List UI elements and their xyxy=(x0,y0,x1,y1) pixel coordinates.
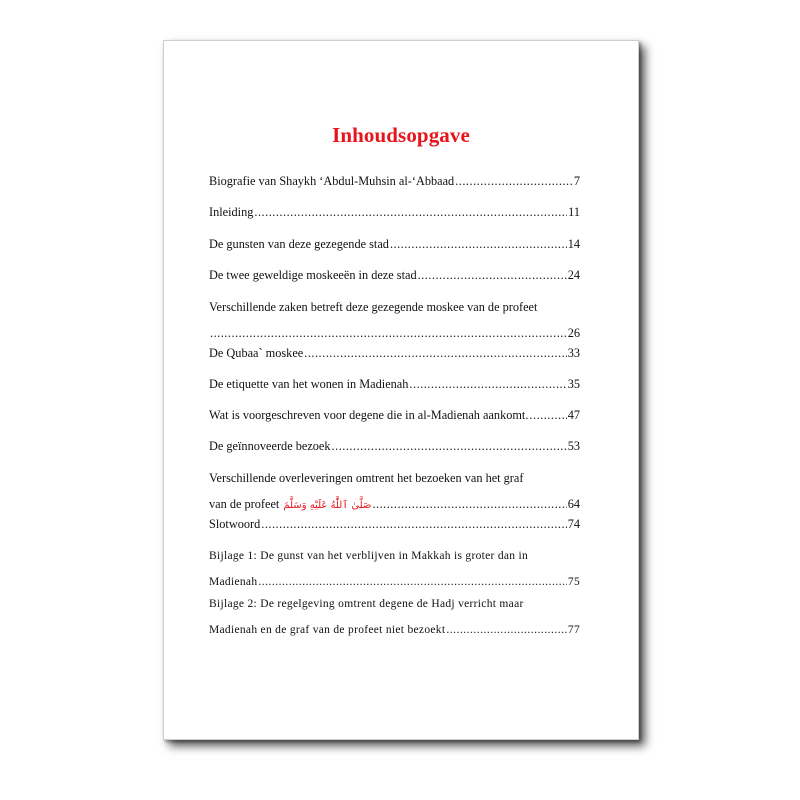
toc-line xyxy=(209,543,580,569)
toc-entry-title: Biografie van Shaykh ‘Abdul-Muhsin al-‘Abbaad xyxy=(209,174,455,188)
toc-entry[interactable] xyxy=(209,402,580,428)
toc-line xyxy=(209,231,580,257)
toc-entry[interactable] xyxy=(209,340,580,366)
toc-entry-title: Madienah en de graf van de profeet niet bezoekt xyxy=(209,624,446,636)
dot-leader xyxy=(418,262,567,288)
toc-entry-title: Wat is voorgeschreven voor degene die in al-Madienah aankomt. xyxy=(209,408,529,422)
toc-page-number: 64 xyxy=(567,497,580,511)
toc-entry-title: Inleiding xyxy=(209,205,254,219)
dot-leader xyxy=(304,340,566,366)
toc-page-number: 47 xyxy=(567,408,580,422)
salawat-arabic-text: صَلَّىٰ ٱللَّٰهُ عَلَيْهِ وَسَلَّمَ xyxy=(283,500,372,511)
toc-line xyxy=(209,340,580,366)
toc-page-number: 33 xyxy=(567,346,580,360)
toc-entry-title: De gunsten van deze gezegende stad xyxy=(209,237,389,251)
toc-line xyxy=(209,591,580,617)
dot-leader xyxy=(455,168,573,194)
toc-entry-title: De geïnnoveerde bezoek xyxy=(209,439,331,453)
toc-line xyxy=(209,371,580,397)
toc-entry-title: De etiquette van het wonen in Madienah xyxy=(209,377,409,391)
toc-entry[interactable] xyxy=(209,371,580,397)
toc-title: Inhoudsopgave xyxy=(332,123,470,147)
toc-entry[interactable] xyxy=(209,543,580,595)
toc-entry[interactable] xyxy=(209,168,580,194)
toc-line xyxy=(209,199,580,225)
dot-leader xyxy=(409,371,566,397)
toc-entry[interactable] xyxy=(209,465,580,517)
toc-line xyxy=(209,511,580,537)
toc-entry-title: Verschillende zaken betreft deze gezegende moskee van de profeet xyxy=(209,300,538,314)
toc-entry[interactable] xyxy=(209,199,580,225)
toc-page-number: 74 xyxy=(567,517,580,531)
toc-entry-title: Madienah xyxy=(209,576,258,588)
toc-page-number: 75 xyxy=(567,576,580,588)
book-page xyxy=(163,40,639,740)
toc-entry-title: De twee geweldige moskeeën in deze stad xyxy=(209,268,417,282)
toc-entry[interactable] xyxy=(209,231,580,257)
toc-line xyxy=(209,294,580,320)
toc-line xyxy=(209,168,580,194)
toc-entry-title: Slotwoord xyxy=(209,517,261,531)
toc-entry-title: Bijlage 2: De regelgeving omtrent degene de Hadj verricht maar xyxy=(209,598,524,610)
toc-page-number: 11 xyxy=(568,205,580,219)
toc-page-number: 26 xyxy=(567,326,580,340)
toc-entry-title: Bijlage 1: De gunst van het verblijven in Makkah is groter dan in xyxy=(209,550,529,562)
toc-line xyxy=(209,433,580,459)
toc-page-number: 35 xyxy=(567,377,580,391)
toc-page-number: 77 xyxy=(567,624,580,636)
toc-page-number: 14 xyxy=(567,237,580,251)
toc-line xyxy=(209,617,580,643)
toc-entry[interactable] xyxy=(209,294,580,346)
dot-leader xyxy=(332,433,567,459)
toc-entry[interactable] xyxy=(209,591,580,643)
dot-leader xyxy=(529,402,566,428)
toc-entry[interactable] xyxy=(209,433,580,459)
dot-leader xyxy=(261,511,566,537)
toc-line xyxy=(209,465,580,491)
toc-page-number: 24 xyxy=(567,268,580,282)
toc-entry[interactable] xyxy=(209,511,580,537)
toc-line xyxy=(209,262,580,288)
dot-leader xyxy=(390,231,567,257)
toc-entry[interactable] xyxy=(209,262,580,288)
toc-entry-title: Verschillende overleveringen omtrent het bezoeken van het graf xyxy=(209,471,524,485)
toc-line xyxy=(209,402,580,428)
toc-page-number: 53 xyxy=(567,439,580,453)
toc-entry-title: De Qubaa` moskee xyxy=(209,346,304,360)
toc-page-number: 7 xyxy=(573,174,580,188)
dot-leader xyxy=(446,617,567,643)
toc-entry-title: van de profeet xyxy=(209,497,280,511)
dot-leader xyxy=(254,199,567,225)
